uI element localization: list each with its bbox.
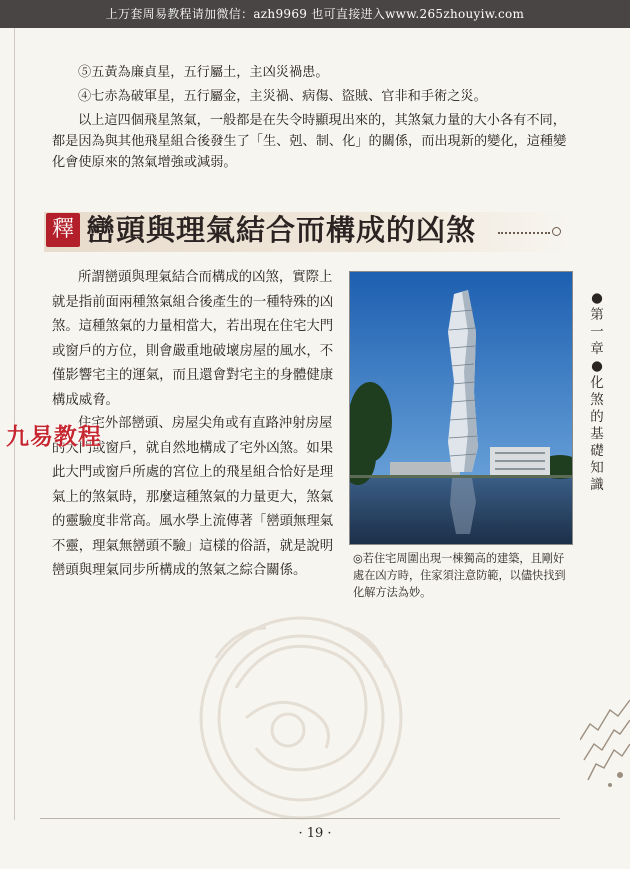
body-paragraph-1: 所謂巒頭與理氣結合而構成的凶煞，實際上就是指前面兩種煞氣組合後產生的一種特殊的凶煞。這種煞氣的力量相當大，若出現在住宅大門或窗戶的方位，則會嚴重地破壞房屋的風水，不僅影響宅主的運氣，而且還會對宅主的身體健康構成威脅。 (52, 270, 334, 408)
body-paragraph-2: 住宅外部巒頭、房屋尖角或有直路沖射房屋的大門或窗戶，就自然地構成了宅外凶煞。如果此大門或窗戶所處的宮位上的飛星組合恰好是理氣上的煞氣時，那麼這種煞氣的力量更大，煞氣的靈驗度非常高。風水學上流傳著「巒頭無理氣不靈，理氣無巒頭不驗」這樣的俗語，就是說明巒頭與理氣同步所構成的煞氣之綜合關係。 (52, 416, 334, 578)
mountain-corner-ornament (580, 680, 630, 800)
intro-summary: 以上這四個飛星煞氣，一般都是在失令時顯現出來的，其煞氣力量的大小各有不同，都是因為與其他飛星組合後發生了「生、剋、制、化」的關係，而出現新的變化，這種變化會使原來的煞氣增強或減弱。 (52, 113, 567, 170)
heading-ring-ornament (552, 227, 561, 236)
intro-item-7: ④七赤為破軍星，五行屬金，主災禍、病傷、盜賊、官非和手術之災。 (78, 89, 487, 104)
photo-caption: ◎若住宅周圍出現一棟獨高的建築，且剛好處在凶方時，住家須注意防範，以儘快找到化解方法為妙。 (353, 552, 566, 599)
intro-item-5: ⑤五黃為廉貞星，五行屬土，主凶災禍患。 (78, 65, 329, 80)
chapter-side-tab: ●第一章●化煞的基礎知識 (590, 290, 604, 493)
heading-dotted-rule (498, 232, 550, 234)
footer-rule (40, 818, 560, 819)
watermark-logo: 九易教程 (6, 424, 102, 450)
section-badge: 釋 (46, 213, 80, 247)
tower-photo (349, 271, 573, 545)
tower-photo-illustration (350, 272, 572, 544)
top-banner[interactable]: 上万套周易教程请加微信：azh9969 也可直接进入www.265zhouyiw.com (0, 0, 630, 28)
page-number: · 19 · (298, 826, 332, 841)
dragon-medallion-ornament (176, 598, 426, 828)
section-title: 巒頭與理氣結合而構成的凶煞 (86, 213, 477, 247)
